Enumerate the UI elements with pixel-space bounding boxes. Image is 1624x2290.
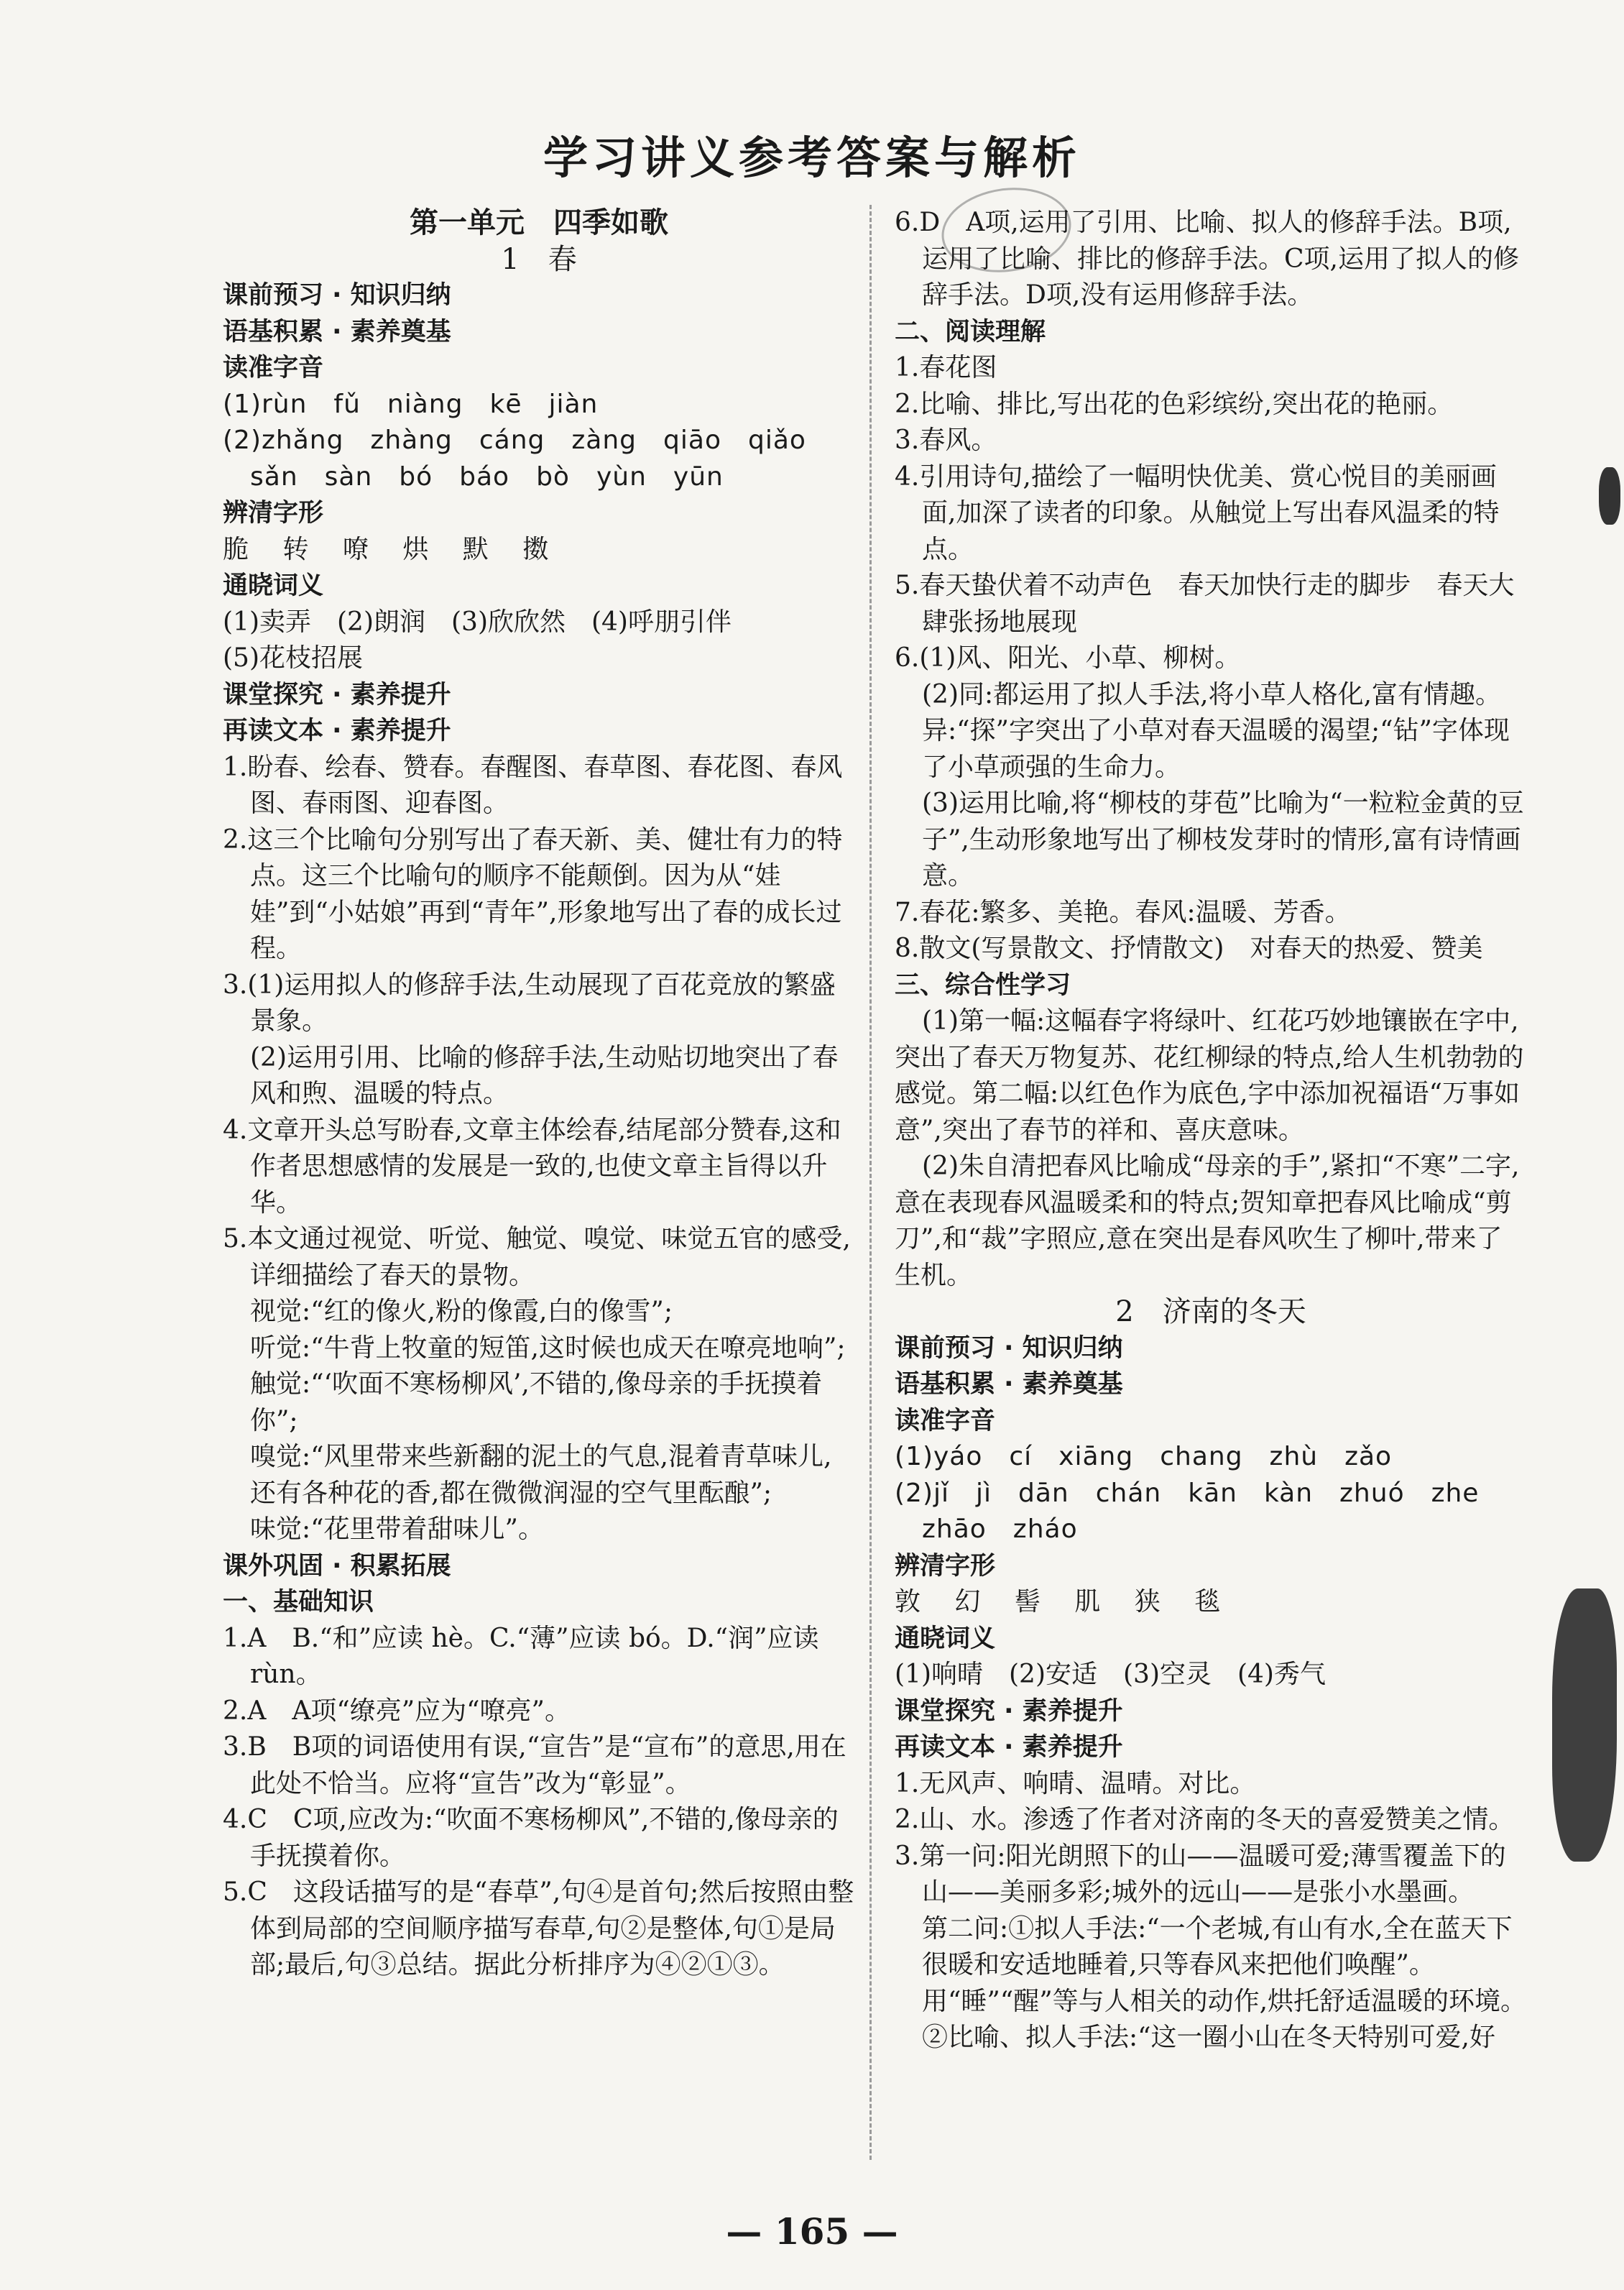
- answer-paragraph: 第二问:①拟人手法:“一个老城,有山有水,全在蓝天下很暖和安适地睡着,只等春风来把他们唤醒”。用“睡”“醒”等与人相关的动作,烘托舒适温暖的环境。: [922, 1913, 1527, 2016]
- section-heading: 课外巩固 · 积累拓展: [223, 1551, 451, 1581]
- answer-paragraph: (2)jǐ jì dān chán kān kàn zhuó zhe zhāo zháo: [895, 1478, 1506, 1544]
- column-divider: [869, 205, 872, 2160]
- answer-paragraph: 3.春风。: [895, 426, 997, 455]
- answer-paragraph: 6.(1)风、阳光、小草、柳树。: [895, 643, 1241, 673]
- answer-paragraph: 2.A A项“缭亮”应为“嘹亮”。: [223, 1696, 571, 1726]
- answer-paragraph: 4.文章开头总写盼春,文章主体绘春,结尾部分赞春,这和作者思想感情的发展是一致的,也使文章主旨得以升华。: [223, 1115, 841, 1218]
- section-heading: 读准字音: [223, 354, 324, 382]
- section-heading: 再读文本 · 素养提升: [223, 717, 451, 745]
- answer-paragraph: 脆 转 嘹 烘 默 擞: [223, 534, 562, 564]
- answer-paragraph: 嗅觉:“风里带来些新翻的泥土的气息,混着青草味儿,还有各种花的香,都在微微润湿的空气里酝酿”;: [250, 1442, 832, 1508]
- lesson-heading: 2 济南的冬天: [1115, 1295, 1306, 1328]
- answer-paragraph: 1.无风声、响晴、温晴。对比。: [895, 1768, 1256, 1798]
- right-column: [895, 205, 1527, 2056]
- answer-paragraph: (1)yáo cí xiāng chang zhù zǎo: [895, 1442, 1393, 1471]
- answer-paragraph: 5.春天蛰伏着不动声色 春天加快行走的脚步 春天大肆张扬地展现: [895, 571, 1515, 637]
- section-heading: 再读文本 · 素养提升: [895, 1733, 1123, 1762]
- answer-paragraph: 2.比喻、排比,写出花的色彩缤纷,突出花的艳丽。: [895, 389, 1454, 419]
- answer-paragraph: 触觉:“‘吹面不寒杨柳风’,不错的,像母亲的手抚摸着你”;: [250, 1369, 823, 1435]
- answer-paragraph: 味觉:“花里带着甜味儿”。: [250, 1514, 544, 1544]
- section-heading: 一、基础知识: [223, 1588, 374, 1617]
- answer-paragraph: 3.第一问:阳光朗照下的山——温暖可爱;薄雪覆盖下的山——美丽多彩;城外的远山——是张小水墨画。: [895, 1841, 1506, 1907]
- answer-paragraph: 2.山、水。渗透了作者对济南的冬天的喜爱赞美之情。: [895, 1805, 1515, 1834]
- answer-paragraph: (5)花枝招展: [223, 643, 363, 673]
- answer-paragraph: (2)运用引用、比喻的修辞手法,生动贴切地突出了春风和煦、温暖的特点。: [250, 1042, 839, 1108]
- answer-paragraph: 1.盼春、绘春、赞春。春醒图、春草图、春花图、春风图、春雨图、迎春图。: [223, 752, 843, 818]
- section-heading: 读准字音: [895, 1406, 996, 1435]
- answer-paragraph: 1.A B.“和”应读 hè。C.“薄”应读 bó。D.“润”应读 rùn。: [223, 1623, 819, 1689]
- answer-paragraph: ②比喻、拟人手法:“这一圈小山在冬天特别可爱,好: [922, 2023, 1495, 2052]
- section-heading: 二、阅读理解: [895, 317, 1046, 346]
- answer-paragraph: 3.(1)运用拟人的修辞手法,生动展现了百花竞放的繁盛景象。: [223, 970, 836, 1036]
- page-title: 学习讲义参考答案与解析: [543, 132, 1081, 184]
- answer-paragraph: (2)同:都运用了拟人手法,将小草人格化,富有情趣。异:“探”字突出了小草对春天温暖的渴望;“钻”字体现了小草顽强的生命力。: [922, 679, 1510, 782]
- answer-paragraph: 2.这三个比喻句分别写出了春天新、美、健壮有力的特点。这三个比喻句的顺序不能颠倒。因为从“娃娃”到“小姑娘”再到“青年”,形象地写出了春的成长过程。: [223, 824, 843, 963]
- section-heading: 语基积累 · 素养奠基: [895, 1370, 1123, 1399]
- page-number: — 165 —: [726, 2210, 898, 2253]
- answer-paragraph: 敦 幻 髻 肌 狭 毯: [895, 1587, 1234, 1617]
- lesson-heading: 1 春: [501, 242, 577, 276]
- section-heading: 课堂探究 · 素养提升: [223, 680, 451, 709]
- section-heading: 通晓词义: [223, 571, 324, 600]
- section-heading: 辨清字形: [895, 1551, 996, 1581]
- answer-paragraph: 5.本文通过视觉、听觉、触觉、嗅觉、味觉五官的感受,详细描绘了春天的景物。: [223, 1224, 851, 1290]
- answer-paragraph: 7.春花:繁多、美艳。春风:温暖、芳香。: [895, 897, 1351, 927]
- section-heading: 通晓词义: [895, 1624, 996, 1653]
- left-column: [223, 205, 855, 1984]
- answer-paragraph: 3.B B项的词语使用有误,“宣告”是“宣布”的意思,用在此处不恰当。应将“宣告”改为“彰显”。: [223, 1732, 846, 1798]
- answer-paragraph: 视觉:“红的像火,粉的像霞,白的像雪”;: [250, 1297, 673, 1326]
- section-heading: 课堂探究 · 素养提升: [895, 1696, 1123, 1726]
- answer-paragraph: 8.散文(写景散文、抒情散文) 对春天的热爱、赞美: [895, 934, 1483, 963]
- lesson-heading: 第一单元 四季如歌: [410, 206, 668, 239]
- answer-paragraph: (1)卖弄 (2)朗润 (3)欣欣然 (4)呼朋引伴: [223, 607, 732, 637]
- answer-paragraph: 1.春花图: [895, 353, 997, 382]
- answer-paragraph: (3)运用比喻,将“柳枝的芽苞”比喻为“一粒粒金黄的豆子”,生动形象地写出了柳枝发芽时的情形,富有诗情画意。: [922, 788, 1524, 891]
- page-number-value: 165: [774, 2210, 850, 2253]
- section-heading: 课前预习 · 知识归纳: [895, 1333, 1123, 1363]
- section-heading: 辨清字形: [223, 499, 324, 528]
- answer-paragraph: 听觉:“牛背上牧童的短笛,这时候也成天在嘹亮地响”;: [250, 1333, 846, 1363]
- answer-paragraph: (1)第一幅:这幅春字将绿叶、红花巧妙地镶嵌在字中,突出了春天万物复苏、花红柳绿的特点,给人生机勃勃的感觉。第二幅:以红色作为底色,字中添加祝福语“万事如意”,突出了春节的祥和、喜庆意味。: [895, 1006, 1524, 1145]
- answer-paragraph: (1)响晴 (2)安适 (3)空灵 (4)秀气: [895, 1660, 1326, 1689]
- answer-paragraph: (1)rùn fǔ niàng kē jiàn: [223, 389, 599, 419]
- answer-paragraph: 6.D A项,运用了引用、比喻、拟人的修辞手法。B项,运用了比喻、排比的修辞手法。C项,运用了拟人的修辞手法。D项,没有运用修辞手法。: [895, 208, 1519, 310]
- ink-blot-small: [1599, 467, 1620, 525]
- answer-paragraph: (2)朱自清把春风比喻成“母亲的手”,紧扣“不寒”二字,意在表现春风温暖柔和的特点;贺知章把春风比喻成“剪刀”,和“裁”字照应,意在突出是春风吹生了柳叶,带来了生机。: [895, 1151, 1520, 1290]
- section-heading: 语基积累 · 素养奠基: [223, 317, 451, 346]
- section-heading: 课前预习 · 知识归纳: [223, 281, 451, 310]
- answer-paragraph: 4.引用诗句,描绘了一幅明快优美、赏心悦目的美丽画面,加深了读者的印象。从触觉上写出春风温柔的特点。: [895, 461, 1500, 564]
- section-heading: 三、综合性学习: [895, 970, 1071, 1000]
- ink-blot: [1552, 1588, 1617, 1862]
- answer-paragraph: 5.C 这段话描写的是“春草”,句④是首句;然后按照由整体到局部的空间顺序描写春草,句②是整体,句①是局部;最后,句③总结。据此分析排序为④②①③。: [223, 1877, 854, 1979]
- answer-paragraph: (2)zhǎng zhàng cáng zàng qiāo qiǎo sǎn sàn bó báo bò yùn yūn: [223, 426, 833, 492]
- answer-paragraph: 4.C C项,应改为:“吹面不寒杨柳风”,不错的,像母亲的手抚摸着你。: [223, 1805, 839, 1871]
